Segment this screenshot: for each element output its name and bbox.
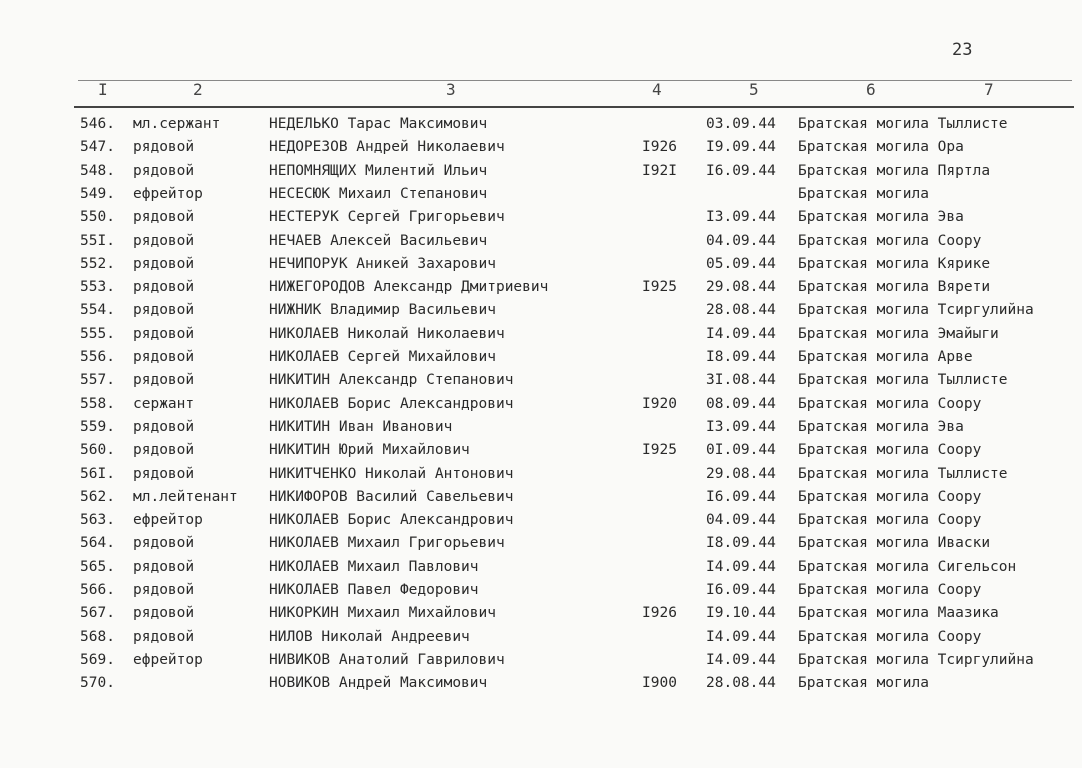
record-name: НЕПОМНЯЩИХ Милентий Ильич	[269, 162, 488, 179]
table-row	[0, 279, 1082, 301]
record-burial-place: Братская могила Маазика	[798, 605, 999, 622]
record-number: 549.	[80, 185, 115, 202]
record-number: 558.	[80, 395, 115, 412]
record-rank: рядовой	[133, 582, 195, 598]
record-name: НИКОЛАЕВ Борис Александрович	[269, 395, 514, 412]
record-rank: рядовой	[133, 558, 195, 575]
table-row	[0, 396, 1082, 418]
record-burial-place: Братская могила Эва	[798, 209, 964, 226]
table-row	[0, 489, 1082, 511]
record-rank: рядовой	[133, 162, 195, 179]
record-rank: рядовой	[133, 605, 195, 622]
table-row	[0, 163, 1082, 185]
record-name: НИКИТИН Юрий Михайлович	[269, 442, 470, 459]
record-name: НИКОЛАЕВ Михаил Григорьевич	[269, 535, 505, 552]
column-header-1: I	[98, 80, 108, 99]
table-row	[0, 209, 1082, 231]
record-death-date: I6.09.44	[706, 582, 776, 598]
record-birth-year: I926	[642, 139, 677, 156]
column-header-row	[0, 80, 1000, 104]
record-rank: рядовой	[133, 209, 195, 226]
table-row	[0, 116, 1082, 138]
record-name: НИКИФОРОВ Василий Савельевич	[269, 488, 514, 505]
record-rank: ефрейтор	[133, 512, 203, 529]
record-birth-year: I925	[642, 442, 677, 459]
record-name: НИКИТЧЕНКО Николай Антонович	[269, 465, 514, 482]
table-row	[0, 605, 1082, 627]
record-name: НИКОРКИН Михаил Михайлович	[269, 605, 496, 622]
table-row	[0, 186, 1082, 208]
record-burial-place: Братская могила Кярике	[798, 255, 991, 272]
table-row	[0, 466, 1082, 488]
column-header-7: 7	[984, 80, 994, 99]
record-burial-place: Братская могила Соору	[798, 582, 982, 598]
record-rank: сержант	[133, 395, 195, 412]
record-number: 563.	[80, 512, 115, 529]
record-death-date: I8.09.44	[706, 349, 776, 365]
record-death-date: I4.09.44	[706, 628, 776, 645]
record-number: 567.	[80, 605, 115, 622]
record-death-date: I3.09.44	[706, 418, 776, 435]
table-row	[0, 233, 1082, 255]
record-death-date: 29.08.44	[706, 279, 776, 296]
record-burial-place: Братская могила Арве	[798, 349, 973, 365]
record-number: 564.	[80, 535, 115, 552]
record-number: 56I.	[80, 465, 115, 482]
table-row	[0, 326, 1082, 348]
record-rank: рядовой	[133, 255, 195, 272]
record-death-date: 03.09.44	[706, 116, 776, 132]
record-burial-place: Братская могила Ора	[798, 139, 964, 156]
record-number: 550.	[80, 209, 115, 226]
record-burial-place: Братская могила Соору	[798, 628, 982, 645]
record-rank: ефрейтор	[133, 185, 203, 202]
record-birth-year: I925	[642, 279, 677, 296]
record-rank: рядовой	[133, 279, 195, 296]
record-death-date: 0I.09.44	[706, 442, 776, 459]
table-row	[0, 582, 1082, 604]
record-burial-place: Братская могила Сигельсон	[798, 558, 1017, 575]
record-number: 555.	[80, 325, 115, 342]
record-number: 554.	[80, 302, 115, 319]
record-death-date: I4.09.44	[706, 558, 776, 575]
record-burial-place: Братская могила	[798, 185, 929, 202]
table-row	[0, 302, 1082, 324]
record-number: 547.	[80, 139, 115, 156]
record-death-date: 08.09.44	[706, 395, 776, 412]
record-rank: рядовой	[133, 628, 195, 645]
record-number: 565.	[80, 558, 115, 575]
record-number: 560.	[80, 442, 115, 459]
record-death-date: I9.10.44	[706, 605, 776, 622]
record-death-date: 28.08.44	[706, 302, 776, 319]
record-rank: рядовой	[133, 465, 195, 482]
record-burial-place: Братская могила Иваски	[798, 535, 991, 552]
column-header-2: 2	[193, 80, 203, 99]
record-rank: рядовой	[133, 325, 195, 342]
table-row	[0, 629, 1082, 651]
record-death-date: I8.09.44	[706, 535, 776, 552]
record-name: НИКОЛАЕВ Сергей Михайлович	[269, 349, 496, 365]
record-rank: рядовой	[133, 535, 195, 552]
record-death-date: 29.08.44	[706, 465, 776, 482]
record-name: НИВИКОВ Анатолий Гаврилович	[269, 651, 505, 668]
record-rank: рядовой	[133, 372, 195, 389]
record-birth-year: I92I	[642, 162, 677, 179]
table-row	[0, 512, 1082, 534]
record-burial-place: Братская могила Эмайыги	[798, 325, 999, 342]
record-death-date: I4.09.44	[706, 651, 776, 668]
table-row	[0, 675, 1082, 697]
table-row	[0, 652, 1082, 674]
record-burial-place: Братская могила Соору	[798, 395, 982, 412]
record-name: НЕЧАЕВ Алексей Васильевич	[269, 232, 488, 249]
record-number: 569.	[80, 651, 115, 668]
table-row	[0, 349, 1082, 371]
record-rank: мл.лейтенант	[133, 488, 238, 505]
record-burial-place: Братская могила Пяртла	[798, 162, 991, 179]
record-number: 559.	[80, 418, 115, 435]
record-number: 568.	[80, 628, 115, 645]
record-death-date: 04.09.44	[706, 512, 776, 529]
record-death-date: I6.09.44	[706, 488, 776, 505]
record-number: 548.	[80, 162, 115, 179]
record-death-date: I9.09.44	[706, 139, 776, 156]
page-number: 23	[952, 40, 973, 60]
record-name: НИКИТИН Александр Степанович	[269, 372, 514, 389]
record-burial-place: Братская могила Соору	[798, 512, 982, 529]
record-burial-place: Братская могила Соору	[798, 442, 982, 459]
record-birth-year: I926	[642, 605, 677, 622]
record-name: НЕСЕСЮК Михаил Степанович	[269, 185, 488, 202]
column-header-4: 4	[652, 80, 662, 99]
record-number: 557.	[80, 372, 115, 389]
record-burial-place: Братская могила Тыллисте	[798, 372, 1008, 389]
record-rank: рядовой	[133, 442, 195, 459]
record-burial-place: Братская могила Вярети	[798, 279, 991, 296]
record-number: 556.	[80, 349, 115, 365]
record-name: НИЖНИК Владимир Васильевич	[269, 302, 496, 319]
record-burial-place: Братская могила Тсиргулийна	[798, 302, 1034, 319]
record-name: НЕЧИПОРУК Аникей Захарович	[269, 255, 496, 272]
record-death-date: I4.09.44	[706, 325, 776, 342]
table-row	[0, 535, 1082, 557]
record-rank: рядовой	[133, 302, 195, 319]
record-name: НИЛОВ Николай Андреевич	[269, 628, 470, 645]
record-name: НИКОЛАЕВ Павел Федорович	[269, 582, 479, 598]
record-name: НИКОЛАЕВ Николай Николаевич	[269, 325, 505, 342]
record-burial-place: Братская могила Соору	[798, 488, 982, 505]
record-birth-year: I920	[642, 395, 677, 412]
column-header-6: 6	[866, 80, 876, 99]
header-bottom-rule	[74, 106, 1074, 108]
record-death-date: 28.08.44	[706, 675, 776, 692]
record-death-date: 3I.08.44	[706, 372, 776, 389]
column-header-5: 5	[749, 80, 759, 99]
record-name: НИКИТИН Иван Иванович	[269, 418, 453, 435]
record-rank: ефрейтор	[133, 651, 203, 668]
record-name: НЕДОРЕЗОВ Андрей Николаевич	[269, 139, 505, 156]
record-rank: рядовой	[133, 349, 195, 365]
record-burial-place: Братская могила	[798, 675, 929, 692]
record-birth-year: I900	[642, 675, 677, 692]
record-burial-place: Братская могила Тыллисте	[798, 116, 1008, 132]
table-row	[0, 256, 1082, 278]
record-name: НИКОЛАЕВ Борис Александрович	[269, 512, 514, 529]
record-number: 562.	[80, 488, 115, 505]
table-row	[0, 559, 1082, 581]
record-burial-place: Братская могила Тыллисте	[798, 465, 1008, 482]
record-name: НЕСТЕРУК Сергей Григорьевич	[269, 209, 505, 226]
record-name: НИЖЕГОРОДОВ Александр Дмитриевич	[269, 279, 549, 296]
record-rank: рядовой	[133, 418, 195, 435]
record-number: 546.	[80, 116, 115, 132]
record-death-date: 04.09.44	[706, 232, 776, 249]
record-name: НЕДЕЛЬКО Тарас Максимович	[269, 116, 488, 132]
record-burial-place: Братская могила Эва	[798, 418, 964, 435]
record-burial-place: Братская могила Соору	[798, 232, 982, 249]
record-number: 566.	[80, 582, 115, 598]
record-number: 55I.	[80, 232, 115, 249]
record-rank: рядовой	[133, 139, 195, 156]
record-rank: мл.сержант	[133, 116, 221, 132]
table-row	[0, 139, 1082, 161]
table-row	[0, 419, 1082, 441]
record-number: 570.	[80, 675, 115, 692]
table-row	[0, 442, 1082, 464]
record-number: 553.	[80, 279, 115, 296]
table-row	[0, 372, 1082, 394]
column-header-3: 3	[446, 80, 456, 99]
record-name: НИКОЛАЕВ Михаил Павлович	[269, 558, 479, 575]
record-rank: рядовой	[133, 232, 195, 249]
record-death-date: I3.09.44	[706, 209, 776, 226]
record-death-date: 05.09.44	[706, 255, 776, 272]
record-burial-place: Братская могила Тсиргулийна	[798, 651, 1034, 668]
record-name: НОВИКОВ Андрей Максимович	[269, 675, 488, 692]
record-death-date: I6.09.44	[706, 162, 776, 179]
record-number: 552.	[80, 255, 115, 272]
